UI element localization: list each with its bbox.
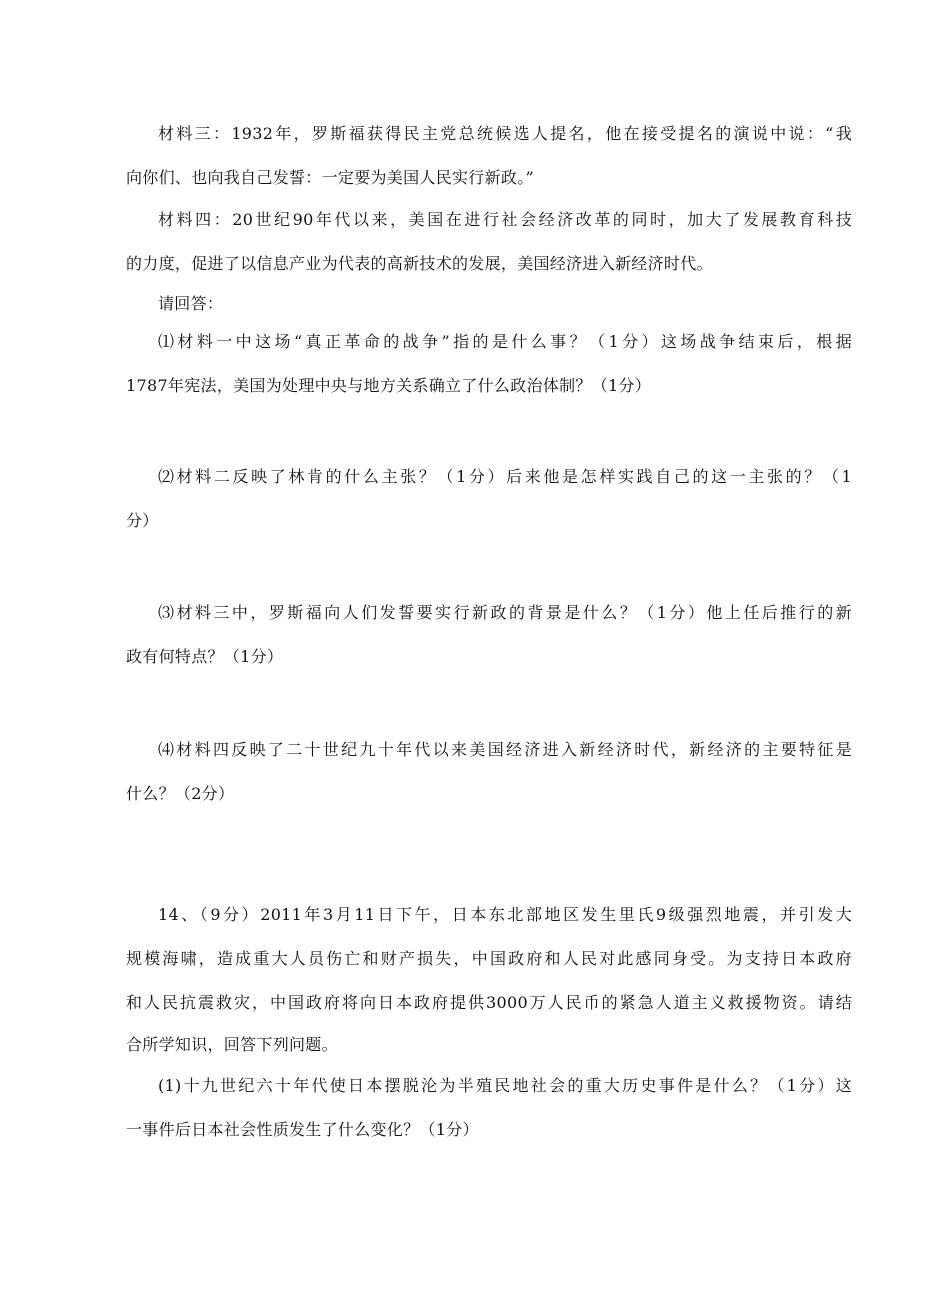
problem-14-line-3: 和人民抗震救灾，中国政府将向日本政府提供3000万人民币的紧急人道主义救援物资。请结 xyxy=(126,993,852,1012)
question-1-line-1: ⑴材料一中这场“真正革命的战争”指的是什么事？（1分）这场战争结束后，根据 xyxy=(158,332,852,351)
material-4-line-2: 的力度，促进了以信息产业为代表的高新技术的发展，美国经济进入新经济时代。 xyxy=(126,254,713,273)
material-4-line-1: 材料四：20世纪90年代以来，美国在进行社会经济改革的同时，加大了发展教育科技 xyxy=(158,210,852,229)
material-3-line-1: 材料三：1932年，罗斯福获得民主党总统候选人提名，他在接受提名的演说中说：“我 xyxy=(158,124,852,143)
question-4-line-1: ⑷材料四反映了二十世纪九十年代以来美国经济进入新经济时代，新经济的主要特征是 xyxy=(158,740,852,759)
problem-14-question-1-line-1: (1)十九世纪六十年代使日本摆脱沦为半殖民地社会的重大历史事件是什么？（1分）这 xyxy=(158,1076,852,1095)
problem-14-line-4: 合所学知识，回答下列问题。 xyxy=(126,1035,338,1054)
question-4-line-2: 什么？（2分） xyxy=(126,784,235,803)
problem-14-line-2: 规模海啸，造成重大人员伤亡和财产损失，中国政府和人民对此感同身受。为支持日本政府 xyxy=(126,949,852,968)
question-3-line-2: 政有何特点？（1分） xyxy=(126,647,284,666)
question-1-line-2: 1787年宪法，美国为处理中央与地方关系确立了什么政治体制？（1分） xyxy=(126,376,652,395)
question-3-line-1: ⑶材料三中，罗斯福向人们发誓要实行新政的背景是什么？（1分）他上任后推行的新 xyxy=(158,603,852,622)
answer-prompt: 请回答： xyxy=(158,294,224,313)
material-3-line-2: 向你们、也向我自己发誓：一定要为美国人民实行新政。” xyxy=(126,168,534,187)
problem-14-question-1-line-2: 一事件后日本社会性质发生了什么变化？（1分） xyxy=(126,1120,479,1139)
problem-14-line-1: 14、（9分）2011年3月11日下午，日本东北部地区发生里氏9级强烈地震，并引发大 xyxy=(158,905,852,924)
question-2-line-1: ⑵材料二反映了林肯的什么主张？（1分）后来他是怎样实践自己的这一主张的？（1 xyxy=(158,467,852,486)
question-2-line-2: 分） xyxy=(126,511,159,530)
